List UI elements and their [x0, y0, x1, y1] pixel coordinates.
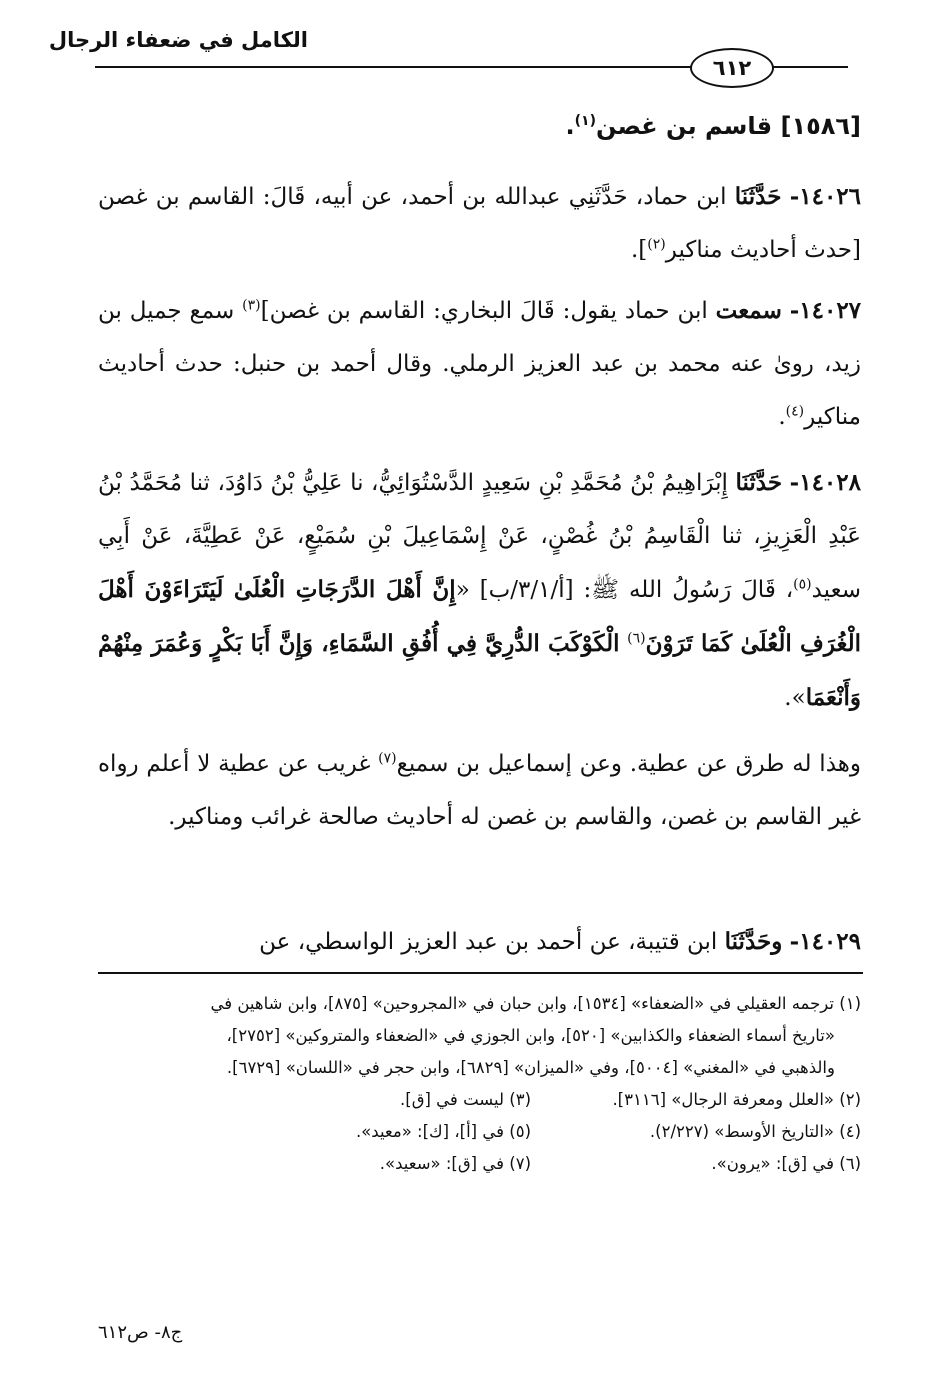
hadith-14028: [98, 456, 861, 725]
footnote-3: (٣) ليست في [ق].: [400, 1090, 531, 1109]
entry-heading-text: [١٥٨٦] قاسم بن غصن: [596, 112, 861, 140]
page-number: ٦١٢: [690, 48, 774, 88]
footnotes: [98, 988, 861, 1180]
hadith-number: ١٤٠٢٦-: [789, 183, 862, 210]
footnote-ref-1: (١): [574, 113, 596, 129]
footnote-row: [98, 1084, 861, 1116]
hadith-14027: [98, 284, 861, 444]
footnote-7: (٧) في [ق]: «سعيد».: [379, 1154, 531, 1173]
footnote-ref-2: (٢): [647, 236, 666, 253]
footnote-5: (٥) في [أ]، [ك]: «معيد».: [355, 1122, 531, 1141]
prophetic-text: إِنَّ أَهْلَ الدَّرَجَاتِ الْعُلَىٰ لَيَتَرَاءَوْنَ أَهْلَ الْغُرَفِ الْعُلَىٰ كَمَا تَرَوْنَ: [98, 576, 862, 657]
comment-text-cont: غريب عن عطية لا أعلم رواه غير القاسم بن غصن، والقاسم بن غصن له أحاديث صالحة غرائب ومناكير.: [98, 751, 861, 830]
comment-text: وهذا له طرق عن عطية. وعن إسماعيل بن سميع: [396, 751, 861, 777]
running-title: الكامل في ضعفاء الرجال: [48, 28, 308, 52]
hadith-14029: [98, 915, 861, 969]
footnote-1-line-2: «تاريخ أسماء الضعفاء والكذابين» [٥٢٠]، وابن الجوزي في «الضعفاء والمتروكين» [٢٧٥٢]،: [226, 1026, 835, 1045]
hadith-text: ابن قتيبة، عن أحمد بن عبد العزيز الواسطي، عن: [259, 929, 718, 955]
hadith-number: ١٤٠٢٨-: [789, 469, 861, 496]
narration-keyword: حَدَّثَنَا: [734, 183, 782, 210]
footnote-ref-7: (٧): [378, 750, 397, 767]
footnote-ref-4: (٤): [785, 403, 805, 420]
hadith-text: ابن حماد يقول: قَالَ البخاري: القاسم بن غصن]: [260, 298, 708, 324]
footnote-ref-6: (٦): [627, 630, 646, 647]
footnote-2: (٢) «العلل ومعرفة الرجال» [٣١١٦].: [612, 1090, 861, 1109]
footnote-ref-3: (٣): [242, 297, 261, 314]
footnote-rule: [98, 972, 863, 974]
hadith-14028-comment: [98, 738, 861, 844]
footnote-ref-5: (٥): [793, 576, 812, 593]
narration-keyword: وحَدَّثَنَا: [724, 928, 783, 955]
footnote-6: (٦) في [ق]: «يرون».: [711, 1154, 861, 1173]
hadith-end: .: [778, 404, 786, 430]
footnote-1-line-3: والذهبي في «المغني» [٥٠٠٤]، وفي «الميزان» [٦٨٢٩]، وابن حجر في «اللسان» [٦٧٢٩].: [226, 1058, 835, 1077]
hadith-number: ١٤٠٢٩-: [789, 928, 861, 955]
quote-close: ».: [784, 685, 806, 711]
hadith-end: ].: [631, 237, 648, 263]
quote-open: «: [455, 577, 470, 603]
hadith-number: ١٤٠٢٧-: [789, 297, 862, 324]
hadith-text-cont: سمع جميل بن زيد، روىٰ عنه محمد بن عبد العزيز الرملي. وقال أحمد بن حنبل: حدث أحاديث مناكير: [98, 298, 861, 430]
footnote-4: (٤) «التاريخ الأوسط» (٢/٢٢٧).: [649, 1122, 861, 1141]
isnad-text-cont: ، قَالَ رَسُولُ الله ﷺ: [أ/٣/١/ب]: [479, 577, 794, 603]
isnad-text: إِبْرَاهِيمُ بْنُ مُحَمَّدِ بْنِ سَعِيدٍ الدَّسْتُوَائِيُّ، نا عَلِيُّ بْنُ دَاوُدَ، ثنا مُحَمَّدُ بْنُ عَبْدِ الْعَزِيزِ، ثنا الْقَاسِمُ بْنُ غُصْنٍ، عَنْ إِسْمَاعِيلَ بْنِ سُمَيْعٍ، عَنْ عَطِيَّةَ، عَنْ أَبِي سعيد: [98, 470, 861, 603]
narration-keyword: حَدَّثَنَا: [735, 469, 783, 496]
entry-heading-end: .: [565, 112, 575, 140]
entry-heading: [566, 112, 861, 140]
narration-keyword: سمعت: [715, 297, 782, 324]
volume-page-reference: ج٨- ص٦١٢: [98, 1322, 183, 1343]
hadith-14026: [98, 170, 861, 277]
footnote-row: [98, 1148, 861, 1180]
prophetic-text-cont: الْكَوْكَبَ الدُّرِيَّ فِي أُفُقِ السَّمَاءِ، وَإِنَّ أَبَا بَكْرٍ وَعُمَرَ مِنْهُمْ وَأَنْعَمَا: [98, 630, 861, 711]
hadith-text: ابن حماد، حَدَّثَنِي عبدالله بن أحمد، عن أبيه، قَالَ: القاسم بن غصن [حدث أحاديث مناكير: [98, 184, 861, 263]
footnote-1-line-1: (١) ترجمه العقيلي في «الضعفاء» [١٥٣٤]، وابن حبان في «المجروحين» [٨٧٥]، وابن شاهين في: [210, 994, 861, 1013]
footnote-row: [98, 1116, 861, 1148]
